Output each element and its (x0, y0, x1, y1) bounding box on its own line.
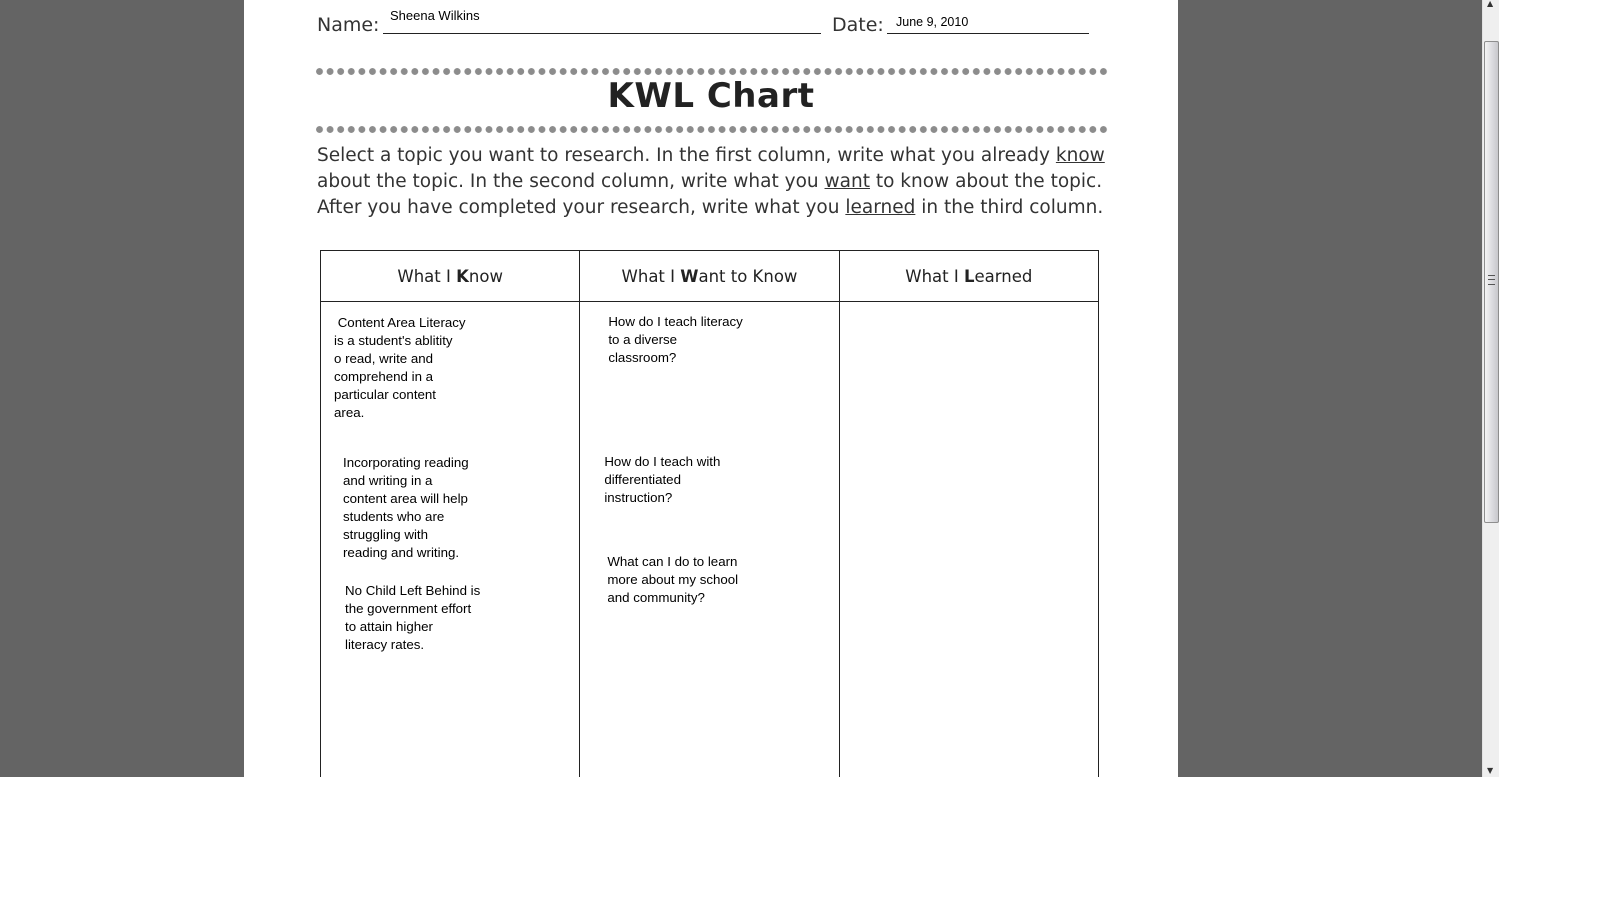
header-want (580, 251, 839, 302)
header-text: What I (905, 266, 964, 286)
scroll-up-arrow-icon[interactable]: ▲ (1487, 0, 1494, 8)
name-value[interactable]: Sheena Wilkins (390, 8, 480, 23)
header-text: ant to Know (698, 266, 798, 286)
vertical-scrollbar[interactable] (1482, 0, 1499, 777)
instr-text: in the third column. (915, 197, 1104, 218)
header-text: What I (397, 266, 457, 286)
date-label: Date: (832, 14, 884, 36)
document-page (244, 0, 1178, 777)
instr-know: know (1055, 145, 1105, 166)
instr-learned: learned (845, 197, 916, 218)
name-line (383, 33, 821, 34)
instr-text: Select a topic you want to research. In the first column, write what you already (317, 145, 1056, 166)
scrollbar-thumb[interactable] (1484, 41, 1499, 523)
know-note[interactable]: Incorporating reading and writing in a content area will help students who are struggling with reading and writing. (343, 455, 469, 560)
instr-text: to know about the topic. After you have completed your research, write what you (317, 171, 1103, 218)
cell-learned[interactable] (839, 302, 1098, 778)
header-text: earned (974, 266, 1033, 286)
instr-want: want (824, 171, 870, 192)
scroll-down-arrow-icon[interactable]: ▼ (1487, 766, 1494, 775)
want-note[interactable]: What can I do to learn more about my school and community? (607, 554, 739, 605)
date-value[interactable]: June 9, 2010 (896, 15, 969, 29)
cell-know[interactable] (321, 302, 580, 778)
want-note[interactable]: How do I teach literacy to a diverse classroom? (608, 314, 743, 365)
header-letter: W (680, 266, 699, 286)
page-title: KWL Chart (607, 76, 815, 116)
date-line (887, 33, 1089, 34)
header-learned (839, 251, 1098, 302)
instr-text: about the topic. In the second column, write what you (317, 171, 825, 192)
name-label: Name: (317, 14, 380, 36)
grip-icon (1488, 275, 1495, 285)
header-letter: L (964, 266, 975, 286)
kwl-table (320, 250, 1099, 777)
know-note[interactable]: Content Area Literacy is a student's ablitity o read, write and comprehend in a particular content area. (334, 315, 466, 420)
header-text: now (468, 266, 503, 286)
header-letter: K (456, 266, 469, 286)
want-note[interactable]: How do I teach with differentiated instruction? (604, 454, 721, 505)
header-text: What I (621, 266, 681, 286)
dotted-divider-top (316, 68, 1108, 75)
dotted-divider-bottom (316, 126, 1108, 133)
cell-want[interactable] (580, 302, 839, 778)
header-know (321, 251, 580, 302)
instructions (317, 143, 1137, 221)
know-note[interactable]: No Child Left Behind is the government effort to attain higher literacy rates. (345, 583, 481, 652)
